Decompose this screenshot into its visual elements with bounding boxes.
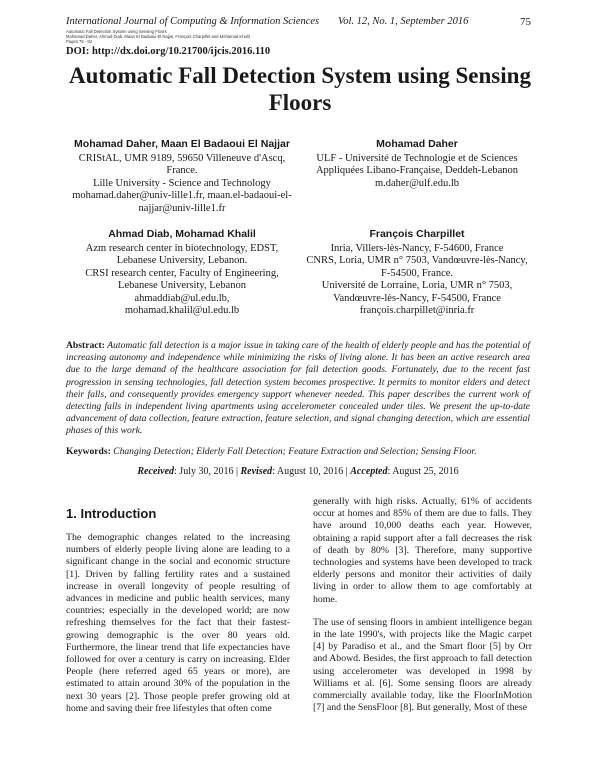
author-block-2 — [306, 138, 528, 190]
received-label: Received — [137, 466, 175, 477]
author-block-3 — [66, 228, 298, 318]
citation-pages: Pages 75 - 82 — [66, 39, 93, 44]
page-number: 75 — [520, 16, 531, 28]
journal-issue: Vol. 12, No. 1, September 2016 — [338, 16, 469, 27]
affiliation-line: CRSI research center, Faculty of Engineering, Lebanese University, Lebanon — [85, 267, 279, 291]
author-names: Mohamad Daher, Maan El Badaoui El Najjar — [74, 138, 290, 150]
abstract — [66, 340, 530, 438]
citation-title: Automatic Fall Detection System using Sensing Floors — [66, 29, 167, 34]
received-date: : July 30, 2016 | — [174, 466, 241, 477]
affiliation-line: Lille University - Science and Technology — [93, 177, 271, 189]
publication-dates — [66, 466, 530, 477]
paper-title: Automatic Fall Detection System using Sensing Floors — [69, 63, 531, 115]
affiliation-line: Université de Lorraine, Loria, UMR n° 7503, Vandœuvre-lès-Nancy, F-54500, France — [321, 280, 513, 304]
affiliation-line: CRIStAL, UMR 9189, 59650 Villeneuve d'Ascq, France. — [78, 152, 286, 176]
affiliation-line: CNRS, Loria, UMR n° 7503, Vandœuvre-lès-Nancy, F-54500, France. — [306, 255, 528, 279]
author-email[interactable]: m.daher@ulf.edu.lb — [374, 177, 460, 189]
journal-name: International Journal of Computing & Information Sciences — [66, 16, 320, 27]
section-heading: 1. Introduction — [66, 506, 157, 521]
abstract-label: Abstract: — [66, 340, 105, 351]
keywords — [66, 446, 530, 458]
body-column-left — [66, 532, 290, 726]
author-names: Ahmad Diab, Mohamad Khalil — [108, 228, 256, 240]
author-names: Mohamad Daher — [376, 138, 458, 150]
keywords-label: Keywords: — [66, 446, 111, 457]
body-paragraph: The use of sensing floors in ambient intelligence began in the late 1990's, with projects like the Magic carpet [4] by Paradiso et al., and the Smart floor [5] by Orr and Abowd. Besides, the first approach to fall detection using accelerometer was developed in 1998 by Williams et al. [6]. Some sensing floors are already commercially available today, like the FloorInMotion [7] and the SensFloor [8]. But generally, Most of these — [313, 616, 532, 714]
author-email[interactable]: mohamad.daher@univ-lille1.fr, maan.el-badaoui-el-najjar@univ-lille1.fr — [72, 190, 292, 214]
author-email[interactable]: ahmaddiab@ul.edu.lb, — [134, 292, 230, 304]
affiliation-line: ULF - Université de Technologie et de Sciences Appliquées Libano-Française, Deddeh-Lebanon — [315, 152, 519, 176]
author-block-1 — [66, 138, 298, 215]
revised-date: : August 10, 2016 | — [272, 466, 351, 477]
affiliation-line: Inria, Villers-lès-Nancy, F-54600, France — [330, 242, 504, 254]
abstract-text: Automatic fall detection is a major issue in taking care of the health of elderly people and has the potential of increasing autonomy and independence while minimizing the risks of living alone. It has been an active research area due to the large demand of the healthcare association for fall detection goods. Fortunately, due to the recent fast progression in sensing technologies, fall detection system becomes prospective. It permits to monitor elders and detect their falls, and consequently provides emergency support whenever needed. This paper describes the current work of detecting falls in independent living apartments using accelerometer concealed under tiles. We present the up-to-date advancement of data collection, feature extraction, feature selection, and signal changing detection, which are essential phases of this work. — [66, 340, 530, 437]
body-paragraph: generally with high risks. Actually, 61% of accidents occur at homes and 85% of them are due to falls. They have around 10,000 deaths each year. However, obtaining a rapid support after a fall decreases the risk of death by 80% [3]. Therefore, many supportive technologies and systems have been developed to track elderly persons and monitor their activities of daily living in order to allow them to age comfortably at home. — [313, 496, 532, 605]
citation-authors: Mohamad Daher, Ahmad Diab, Maan El Badaoui El Najjar, François Charpillet and Mohamad Khalil — [66, 34, 250, 39]
body-column-right — [313, 496, 532, 725]
revised-label: Revised — [240, 466, 273, 477]
author-email[interactable]: mohamad.khalil@ul.edu.lb — [124, 305, 240, 316]
body-paragraph: The demographic changes related to the increasing numbers of elderly people living alone are leading to a significant change in the social and economic structure [1]. Driven by falling fertility rates and a sustained increase in overall longevity of people resulting of advances in medicine and public health services, many countries; especially in the developed world; are now refreshing themselves for the fact that their fastest-growing demographic is the over 80 years old. Furthermore, the linear trend that life expectancies have followed for over a century is carry on increasing. Elder People (here referred aged 65 years or more), are estimated to attain around 30% of the population in the next 30 years [2]. Those people prefer growing old at home and saving their free lifestyles that often come — [66, 532, 290, 714]
accepted-date: : August 25, 2016 — [387, 466, 459, 477]
keywords-text: Changing Detection; Elderly Fall Detection; Feature Extraction and Selection; Sensing Floor. — [113, 446, 477, 457]
author-email[interactable]: françois.charpillet@inria.fr — [359, 305, 475, 316]
citation-lines — [66, 29, 250, 44]
author-block-4 — [306, 228, 528, 318]
accepted-label: Accepted — [350, 466, 388, 477]
doi-link[interactable]: DOI: http://dx.doi.org/10.21700/ijcis.2016.110 — [66, 46, 271, 57]
author-names: François Charpillet — [369, 228, 465, 240]
affiliation-line: Azm research center in biotechnology, EDST, Lebanese University, Lebanon. — [85, 242, 279, 266]
